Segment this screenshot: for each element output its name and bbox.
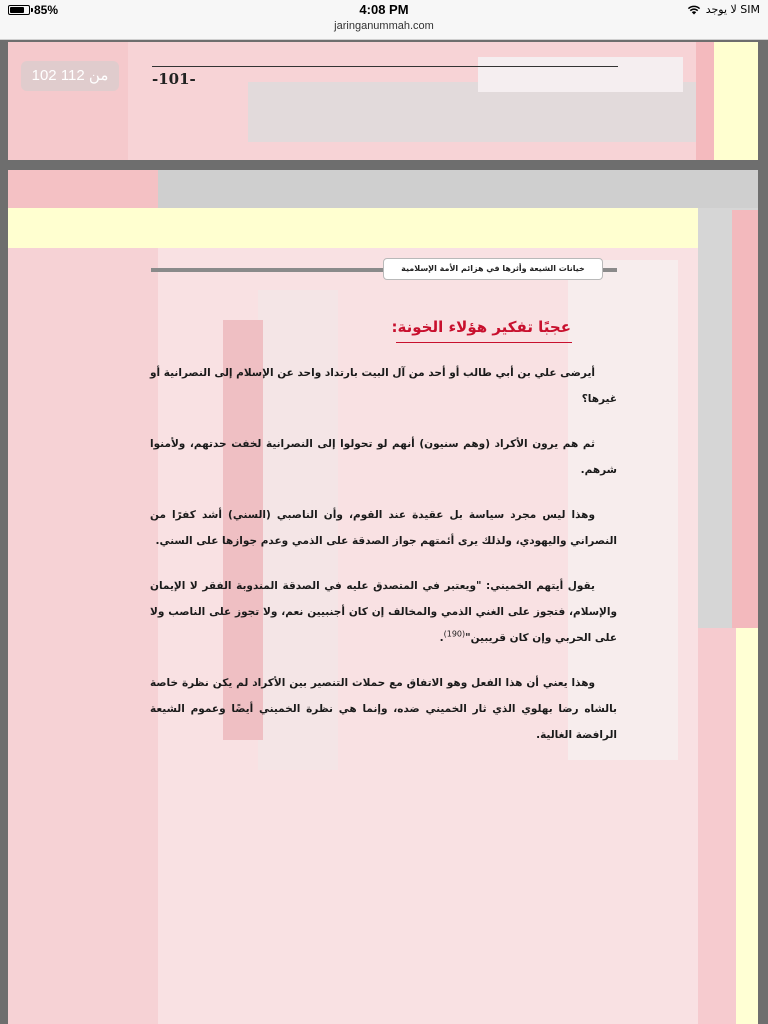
bg-white-block xyxy=(478,57,683,92)
bg-red-block xyxy=(8,170,158,208)
bg-yellow-strip xyxy=(736,628,758,1024)
paragraph: أيرضى علي بن أبي طالب أو أحد من آل البيت بارتداد واحد عن الإسلام إلى النصرانية أو غيرها؟ xyxy=(149,367,617,405)
footer-rule xyxy=(152,66,618,67)
bg-red-left xyxy=(8,248,158,1024)
bg-red-strip xyxy=(732,210,758,628)
quote-paragraph xyxy=(150,573,617,651)
quote-end: . xyxy=(439,632,444,644)
address-bar-url[interactable]: jaringanummah.com xyxy=(334,20,434,32)
footnote-ref[interactable]: (190) xyxy=(443,629,466,639)
paragraph: وهذا يعني أن هذا الفعل وهو الاتفاق مع حملات التنصير بين الأكراد لم يكن نظرة خاصة بالشاه رضا بهلوي الذي ثار الخميني ضده، وإنما هي نظرة الخميني أيضًا وعموم الشيعة الرافضة الغالية. xyxy=(150,677,617,741)
wifi-icon xyxy=(687,4,701,15)
page-body xyxy=(150,360,617,767)
paragraph: وهذا ليس مجرد سياسة بل عقيدة عند القوم، وأن الناصبي (السني) أشد كفرًا من النصراني واليهودي، ولذلك يرى أئمتهم جواز الصدقة على الذمي وعدم جوازها على السني. xyxy=(150,509,617,547)
section-title: عجبًا تفكير هؤلاء الخونة: xyxy=(391,318,571,336)
bg-red-block xyxy=(8,42,128,160)
carrier-label: لا يوجد SIM xyxy=(705,3,760,16)
bg-red-strip xyxy=(696,42,714,160)
page-counter: 102 من 112 xyxy=(21,61,119,91)
paragraph: ثم هم يرون الأكراد (وهم سنيون) أنهم لو تحولوا إلى النصرانية لخفت حدتهم، ولأمنوا شرهم. xyxy=(150,438,617,476)
bg-yellow-band xyxy=(8,208,698,248)
section-title-underline xyxy=(396,342,572,343)
bg-gray-block xyxy=(158,170,758,208)
running-header: خيانات الشيعة وأثرها في هزائم الأمة الإسلامية xyxy=(383,258,603,280)
carrier-indicator xyxy=(687,3,760,16)
clock: 4:08 PM xyxy=(359,2,409,17)
previous-page[interactable] xyxy=(8,42,758,160)
battery-percent: 85% xyxy=(34,3,59,17)
page-number: -101- xyxy=(152,70,196,88)
bg-yellow-strip xyxy=(714,42,758,160)
status-bar xyxy=(0,0,768,40)
quote-text: يقول أيتهم الخميني: "ويعتبر في المتصدق عليه في الصدقة المندوبة الفقر لا الإيمان والإسلام، فتجوز على الغني الذمي والمخالف إن كان أجنبيين نعم، ولا تجوز على الناصب ولا على الحربي وإن كان قريبين" xyxy=(150,580,617,644)
